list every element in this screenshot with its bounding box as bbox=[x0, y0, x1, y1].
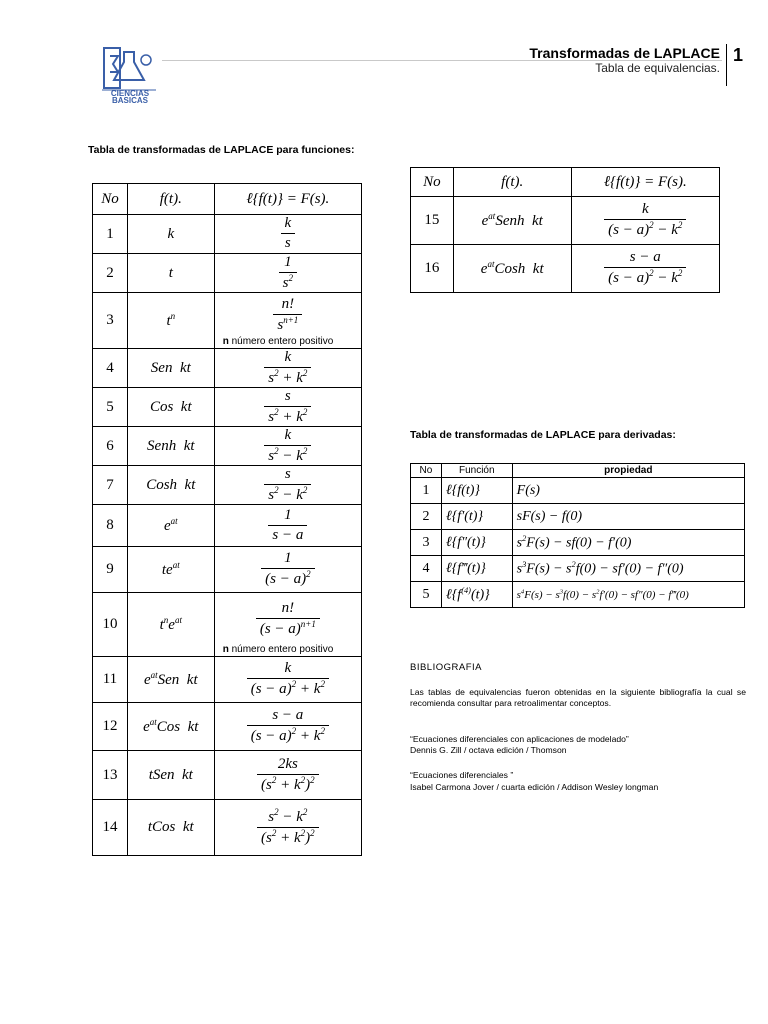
column-header-no: No bbox=[411, 464, 442, 478]
transform-cell bbox=[214, 427, 361, 466]
row-number: 6 bbox=[93, 427, 128, 466]
row-number: 9 bbox=[93, 547, 128, 593]
transform-cell bbox=[214, 800, 361, 856]
property-cell: F(s) bbox=[512, 478, 744, 504]
table-row bbox=[93, 505, 362, 547]
property-cell: sF(s) − f(0) bbox=[512, 504, 744, 530]
transform-value: $\frac{s}{s^2 - k^2}$ bbox=[215, 467, 361, 503]
function-cell: ℓ{f′(t)} bbox=[441, 504, 512, 530]
table-row bbox=[93, 427, 362, 466]
transform-value: $\frac{n!}{(s - a)^{n+1}}$ bbox=[215, 601, 361, 637]
function-cell: tSen kt bbox=[127, 751, 214, 800]
row-note: n número entero positivo bbox=[222, 644, 334, 655]
function-cell: $e^{at}Cos$ kt bbox=[127, 703, 214, 751]
row-number: 10 bbox=[93, 593, 128, 657]
logo-line2: BASICAS bbox=[111, 96, 149, 104]
table-row bbox=[411, 556, 745, 582]
row-number: 14 bbox=[93, 800, 128, 856]
table-row bbox=[93, 593, 362, 657]
reference-2-title: “Ecuaciones diferenciales ” bbox=[410, 770, 514, 780]
column-header-F: ℓ{f(t)} = F(s). bbox=[214, 184, 361, 215]
transform-value: $\frac{s}{s^2 + k^2}$ bbox=[215, 389, 361, 425]
row-number: 13 bbox=[93, 751, 128, 800]
function-cell: $t^ne^{at}$ bbox=[127, 593, 214, 657]
transform-cell bbox=[214, 593, 361, 657]
transform-cell: $\frac{k}{(s - a)^2 - k^2}$ bbox=[571, 197, 719, 245]
bibliography-title: BIBLIOGRAFIA bbox=[410, 662, 482, 673]
table-row bbox=[411, 504, 745, 530]
transform-value: $\frac{k}{s^2 + k^2}$ bbox=[215, 350, 361, 386]
table-row bbox=[93, 293, 362, 349]
transform-cell bbox=[214, 505, 361, 547]
function-cell: $e^{at}Sen$ kt bbox=[127, 657, 214, 703]
property-cell: $s^2F(s) - sf(0) - f'(0)$ bbox=[512, 530, 744, 556]
row-number: 5 bbox=[93, 388, 128, 427]
column-header-f: f(t). bbox=[453, 168, 571, 197]
transform-cell bbox=[214, 657, 361, 703]
transform-value: $\frac{n!}{s^{n+1}}$ bbox=[215, 297, 361, 333]
function-cell: $e^{at}Cosh$ kt bbox=[453, 245, 571, 293]
row-number: 5 bbox=[411, 582, 442, 608]
column-header-F: ℓ{f(t)} = F(s). bbox=[571, 168, 719, 197]
row-number: 3 bbox=[93, 293, 128, 349]
function-cell: Sen kt bbox=[127, 349, 214, 388]
functions-table-caption: Tabla de transformadas de LAPLACE para funciones: bbox=[88, 144, 355, 156]
row-note: n número entero positivo bbox=[222, 336, 334, 347]
reference-1-title: “Ecuaciones diferenciales con aplicaciones de modelado” bbox=[410, 734, 629, 744]
table-row bbox=[93, 657, 362, 703]
reference-2-author: Isabel Carmona Jover / cuarta edición / Addison Wesley longman bbox=[410, 782, 659, 792]
transform-value: $\frac{1}{s^2}$ bbox=[215, 255, 361, 291]
table-row bbox=[411, 245, 720, 293]
column-header-propiedad: propiedad bbox=[512, 464, 744, 478]
transform-value: $\frac{1}{(s - a)^2}$ bbox=[215, 551, 361, 587]
function-cell: $e^{at}Senh$ kt bbox=[453, 197, 571, 245]
table-row bbox=[93, 349, 362, 388]
document-subtitle: Tabla de equivalencias. bbox=[595, 61, 720, 75]
row-number: 2 bbox=[93, 254, 128, 293]
transform-value: $\frac{2ks}{(s^2 + k^2)^2}$ bbox=[215, 757, 361, 793]
functions-table-continued bbox=[410, 167, 720, 293]
transform-cell bbox=[214, 388, 361, 427]
table-row bbox=[411, 478, 745, 504]
transform-cell bbox=[214, 547, 361, 593]
bibliography-text: Las tablas de equivalencias fueron obtenidas en la siguiente bibliografía la cual se recomienda consultar para retroalimentar conceptos. bbox=[410, 687, 746, 708]
row-number: 1 bbox=[411, 478, 442, 504]
function-cell: tCos kt bbox=[127, 800, 214, 856]
table-row bbox=[411, 582, 745, 608]
row-number: 4 bbox=[93, 349, 128, 388]
row-number: 12 bbox=[93, 703, 128, 751]
function-cell: $e^{at}$ bbox=[127, 505, 214, 547]
transform-value: $\frac{s^2 - k^2}{(s^2 + k^2)^2}$ bbox=[215, 808, 361, 846]
document-title: Transformadas de LAPLACE bbox=[529, 45, 720, 61]
table-row bbox=[411, 197, 720, 245]
transform-cell bbox=[214, 703, 361, 751]
logo-line1: CIENCIAS bbox=[110, 89, 150, 98]
function-cell: t bbox=[127, 254, 214, 293]
function-cell: Cosh kt bbox=[127, 466, 214, 505]
column-header-no: No bbox=[411, 168, 454, 197]
table-row bbox=[93, 215, 362, 254]
derivatives-table-caption: Tabla de transformadas de LAPLACE para derivadas: bbox=[410, 429, 676, 441]
column-header-funcion: Función bbox=[441, 464, 512, 478]
function-cell: k bbox=[127, 215, 214, 254]
row-number: 8 bbox=[93, 505, 128, 547]
table-row bbox=[93, 547, 362, 593]
table-row bbox=[93, 388, 362, 427]
function-cell: $t^n$ bbox=[127, 293, 214, 349]
transform-value: $\frac{k}{(s - a)^2 + k^2}$ bbox=[215, 661, 361, 697]
table-row bbox=[93, 703, 362, 751]
function-cell: ℓ{f(t)} bbox=[441, 478, 512, 504]
transform-value: $\frac{k}{s^2 - k^2}$ bbox=[215, 428, 361, 464]
row-number: 4 bbox=[411, 556, 442, 582]
transform-value: $\frac{s - a}{(s - a)^2 + k^2}$ bbox=[215, 708, 361, 744]
transform-cell: $\frac{s - a}{(s - a)^2 - k^2}$ bbox=[571, 245, 719, 293]
transform-cell bbox=[214, 349, 361, 388]
table-row bbox=[411, 530, 745, 556]
function-cell: ℓ{f‴(t)} bbox=[441, 556, 512, 582]
row-number: 11 bbox=[93, 657, 128, 703]
transform-value: $\frac{1}{s - a}$ bbox=[215, 508, 361, 543]
transform-cell bbox=[214, 751, 361, 800]
transform-cell bbox=[214, 466, 361, 505]
row-number: 2 bbox=[411, 504, 442, 530]
function-cell: ℓ{f″(t)} bbox=[441, 530, 512, 556]
table-row bbox=[93, 466, 362, 505]
function-cell: Cos kt bbox=[127, 388, 214, 427]
function-cell: $\ell\{f^{(4)}(t)\}$ bbox=[441, 582, 512, 608]
derivatives-table bbox=[410, 463, 745, 608]
reference-1-author: Dennis G. Zill / octava edición / Thomson bbox=[410, 745, 567, 755]
property-cell: $s^3F(s) - s^2f(0) - sf'(0) - f''(0)$ bbox=[512, 556, 744, 582]
column-header-f: f(t). bbox=[127, 184, 214, 215]
ciencias-basicas-logo bbox=[98, 44, 162, 104]
transform-cell bbox=[214, 293, 361, 349]
row-number: 1 bbox=[93, 215, 128, 254]
table-row bbox=[93, 800, 362, 856]
function-cell: Senh kt bbox=[127, 427, 214, 466]
table-row bbox=[93, 751, 362, 800]
transform-value: $\frac{k}{s}$ bbox=[215, 216, 361, 251]
page-number: 1 bbox=[733, 45, 744, 65]
header-separator bbox=[726, 44, 727, 86]
table-row bbox=[93, 254, 362, 293]
functions-table bbox=[92, 183, 362, 856]
row-number: 3 bbox=[411, 530, 442, 556]
row-number: 15 bbox=[411, 197, 454, 245]
column-header-no: No bbox=[93, 184, 128, 215]
property-cell: $s^4F(s) - s^3f(0) - s^2f'(0) - sf''(0)$ − f‴(0) bbox=[512, 582, 744, 608]
transform-cell bbox=[214, 215, 361, 254]
row-number: 7 bbox=[93, 466, 128, 505]
row-number: 16 bbox=[411, 245, 454, 293]
transform-cell bbox=[214, 254, 361, 293]
function-cell: $te^{at}$ bbox=[127, 547, 214, 593]
